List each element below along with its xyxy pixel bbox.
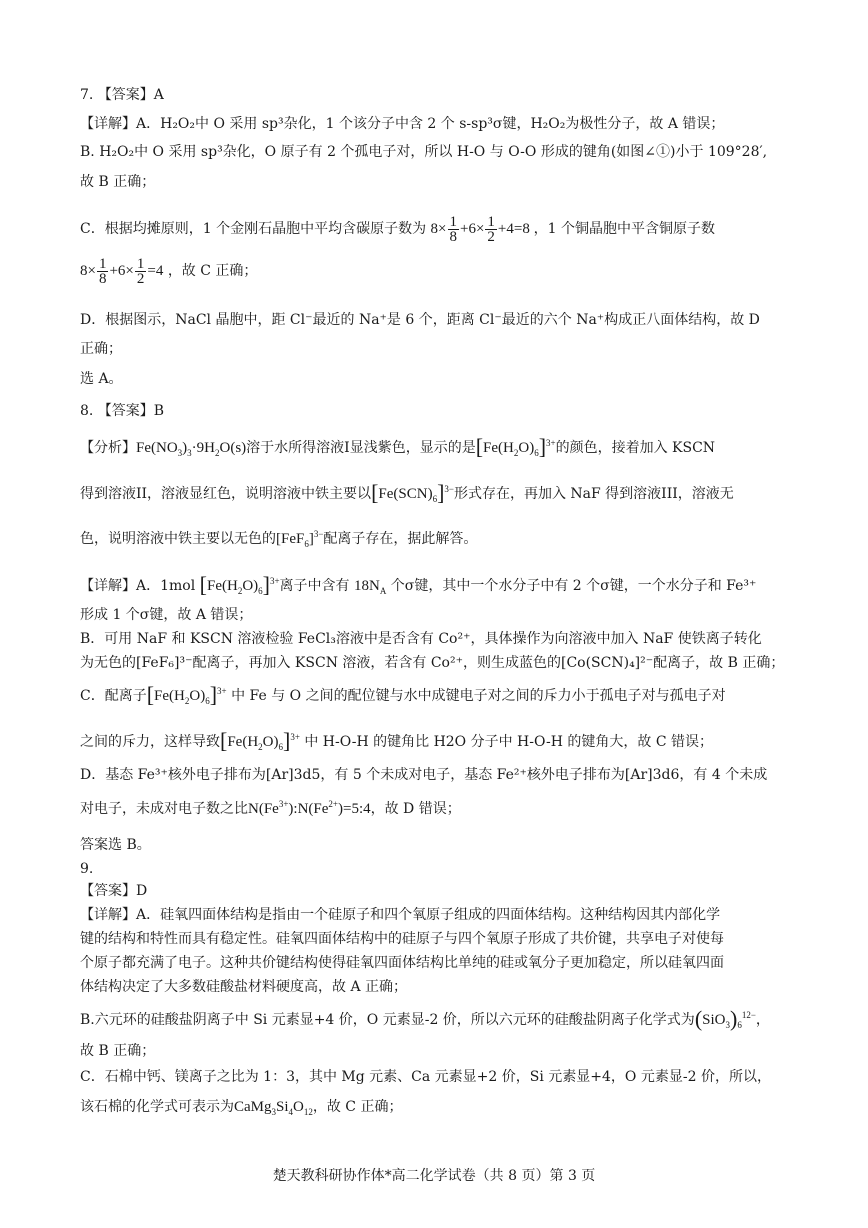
q7-option-b-line1: B. H₂O₂中 O 采用 sp³杂化，O 原子有 2 个孤电子对，所以 H-O 与 O-O 形成的键角(如图∠①)小于 109°28′, (80, 144, 768, 160)
q9-option-a-line1: 【详解】A．硅氧四面体结构是指由一个硅原子和四个氧原子组成的四面体结构。这种结构因其内部化学 (80, 907, 721, 923)
q9-number: 9. (80, 861, 94, 877)
diamond-atom-count-formula: 8× $\frac{1}{8}$ +6× $\frac{1}{2}$ +4=8 (430, 214, 534, 246)
hexaaqua-iron-ion-c2: $[Fe(H_2O)_6]^{3+}$ (220, 728, 300, 753)
q9-option-a-line2: 键的结构和特性而具有稳定性。硅氧四面体结构中的硅原子与四个氧原子形成了共价键，共享电子对使每 (80, 931, 724, 947)
hexaaqua-iron-ion-c: $[Fe(H_2O)_6]^{3+}$ (146, 682, 227, 707)
hexathiocyanato-iron-ion: $[Fe(SCN)_6]^{3-}$ (371, 480, 454, 505)
ferric-nitrate-formula: $Fe(NO_3)_3\cdot 9H_2O(s)$ (136, 440, 247, 458)
q8-option-d-line1: D．基态 Fe³⁺核外电子排布为[Ar]3d5，有 5 个未成对电子，基态 Fe²⁺核外电子排布为[Ar]3d6，有 4 个未成 (80, 767, 768, 783)
hexaaqua-iron-ion-a: $[Fe(H_2O)_6]^{3+}$ (199, 572, 280, 597)
q7-option-d-line1: D．根据图示，NaCl 晶胞中，距 Cl⁻最近的 Na⁺是 6 个，距离 Cl⁻最近的六个 Na⁺构成正八面体结构，故 D (80, 312, 760, 328)
q7-option-b-line2: 故 B 正确； (80, 174, 156, 190)
q7-c-post: ，1 个铜晶胞中平含铜原子数 (533, 221, 715, 237)
q8-option-b-line1: B．可用 NaF 和 KSCN 溶液检验 FeCl₃溶液中是否含有 Co²⁺，具体操作为向溶液中加入 NaF 使铁离子转化 (80, 631, 762, 647)
q9-option-a-line3: 个原子都充满了电子。这种共价键结构使得硅氧四面体结构比单纯的硅或氧分子更加稳定，所以硅氧四面 (80, 955, 724, 971)
q8-option-c-line1: C．配离子$[Fe(H_2O)_6]^{3+}$ 中 Fe 与 O 之间的配位键与水中成键电子对之间的斥力小于孤电子对与孤电子对 (80, 682, 726, 707)
q7-option-c-line1 (80, 214, 715, 244)
q7-option-d-line2: 正确； (80, 341, 122, 357)
asbestos-formula: $CaMg_3Si_4O_{12}$ (234, 1099, 313, 1117)
hexafluoro-iron-ion: $[FeF_6]^{3-}$ (276, 529, 324, 549)
hexaaqua-iron-ion: $[Fe(H_2O)_6]^{3+}$ (475, 434, 556, 459)
copper-atom-count-formula: 8× $\frac{1}{8}$ +6× $\frac{1}{2}$ =4 (80, 256, 164, 288)
q7-answer: 7. 【答案】A (80, 87, 164, 103)
q7-c-post2: ，故 C 正确； (167, 263, 258, 279)
sigma-bond-count: $18N_A$ (354, 578, 387, 596)
q8-option-b-line2: 为无色的[FeF₆]³⁻配离子，再加入 KSCN 溶液，若含有 Co²⁺，则生成蓝色的[Co(SCN)₄]²⁻配离子，故 B 正确； (80, 655, 785, 671)
q8-analysis-label: 【分析】 (80, 440, 136, 456)
q8-analysis-line1: 【分析】$Fe(NO_3)_3\cdot 9H_2O(s)$溶于水所得溶液I显浅紫色，显示的是$[Fe(H_2O)_6]^{3+}$的颜色，接着加入 KSCN (80, 434, 716, 459)
q7-option-c-line2 (80, 256, 257, 286)
q9-option-a-line4: 体结构决定了大多数硅酸盐材料硬度高，故 A 正确； (80, 979, 408, 995)
q8-answer: 8. 【答案】B (80, 403, 165, 419)
q7-selection: 选 A。 (80, 371, 123, 387)
unpaired-electron-ratio: $N(Fe^{3+}):N(Fe^{2+})=5:4$ (248, 799, 371, 817)
q8-option-a-line1: 【详解】A．1mol $[Fe(H_2O)_6]^{3+}$离子中含有 $18N_A$ 个σ键，其中一个水分子中有 2 个σ键，一个水分子和 Fe³⁺ (80, 572, 757, 597)
q7-c-pre: C．根据均摊原则，1 个金刚石晶胞中平均含碳原子数为 (80, 221, 427, 237)
page-footer: 楚天教科研协作体*高二化学试卷（共 8 页）第 3 页 (272, 1168, 596, 1184)
q8-analysis-line2: 得到溶液II，溶液显红色，说明溶液中铁主要以$[Fe(SCN)_6]^{3-}$形式存在，再加入 NaF 得到溶液III，溶液无 (80, 480, 734, 505)
q9-answer: 【答案】D (80, 883, 148, 899)
q8-option-c-line2: 之间的斥力，这样导致$[Fe(H_2O)_6]^{3+}$ 中 H-O-H 的键角比 H2O 分子中 H-O-H 的键角大，故 C 错误； (80, 728, 713, 753)
q7-option-a: 【详解】A．H₂O₂中 O 采用 sp³杂化，1 个该分子中含 2 个 s-sp³σ键，H₂O₂为极性分子，故 A 错误； (80, 116, 725, 132)
q8-selection: 答案选 B。 (80, 837, 151, 853)
q8-analysis-line3: 色，说明溶液中铁主要以无色的$[FeF_6]^{3-}$配离子存在，据此解答。 (80, 529, 478, 549)
q8-option-a-line2: 形成 1 个σ键，故 A 错误； (80, 607, 253, 623)
q9-option-c-line2: 该石棉的化学式可表示为$CaMg_3Si_4O_{12}$，故 C 正确； (80, 1099, 403, 1117)
q8-option-d-line2: 对电子，未成对电子数之比$N(Fe^{3+}):N(Fe^{2+})=5:4$，故 D 错误； (80, 799, 461, 817)
q9-option-b-line2: 故 B 正确； (80, 1043, 156, 1059)
silicate-ring-formula: $(SiO_3)_6^{12-}$ (694, 1006, 756, 1031)
q9-option-b-line1: B.六元环的硅酸盐阴离子中 Si 元素显+4 价，O 元素显-2 价，所以六元环的硅酸盐阴离子化学式为$(SiO_3)_6^{12-}$， (80, 1006, 770, 1031)
q9-option-c-line1: C．石棉中钙、镁离子之比为 1：3，其中 Mg 元素、Ca 元素显+2 价，Si 元素显+4，O 元素显-2 价，所以， (80, 1069, 771, 1085)
